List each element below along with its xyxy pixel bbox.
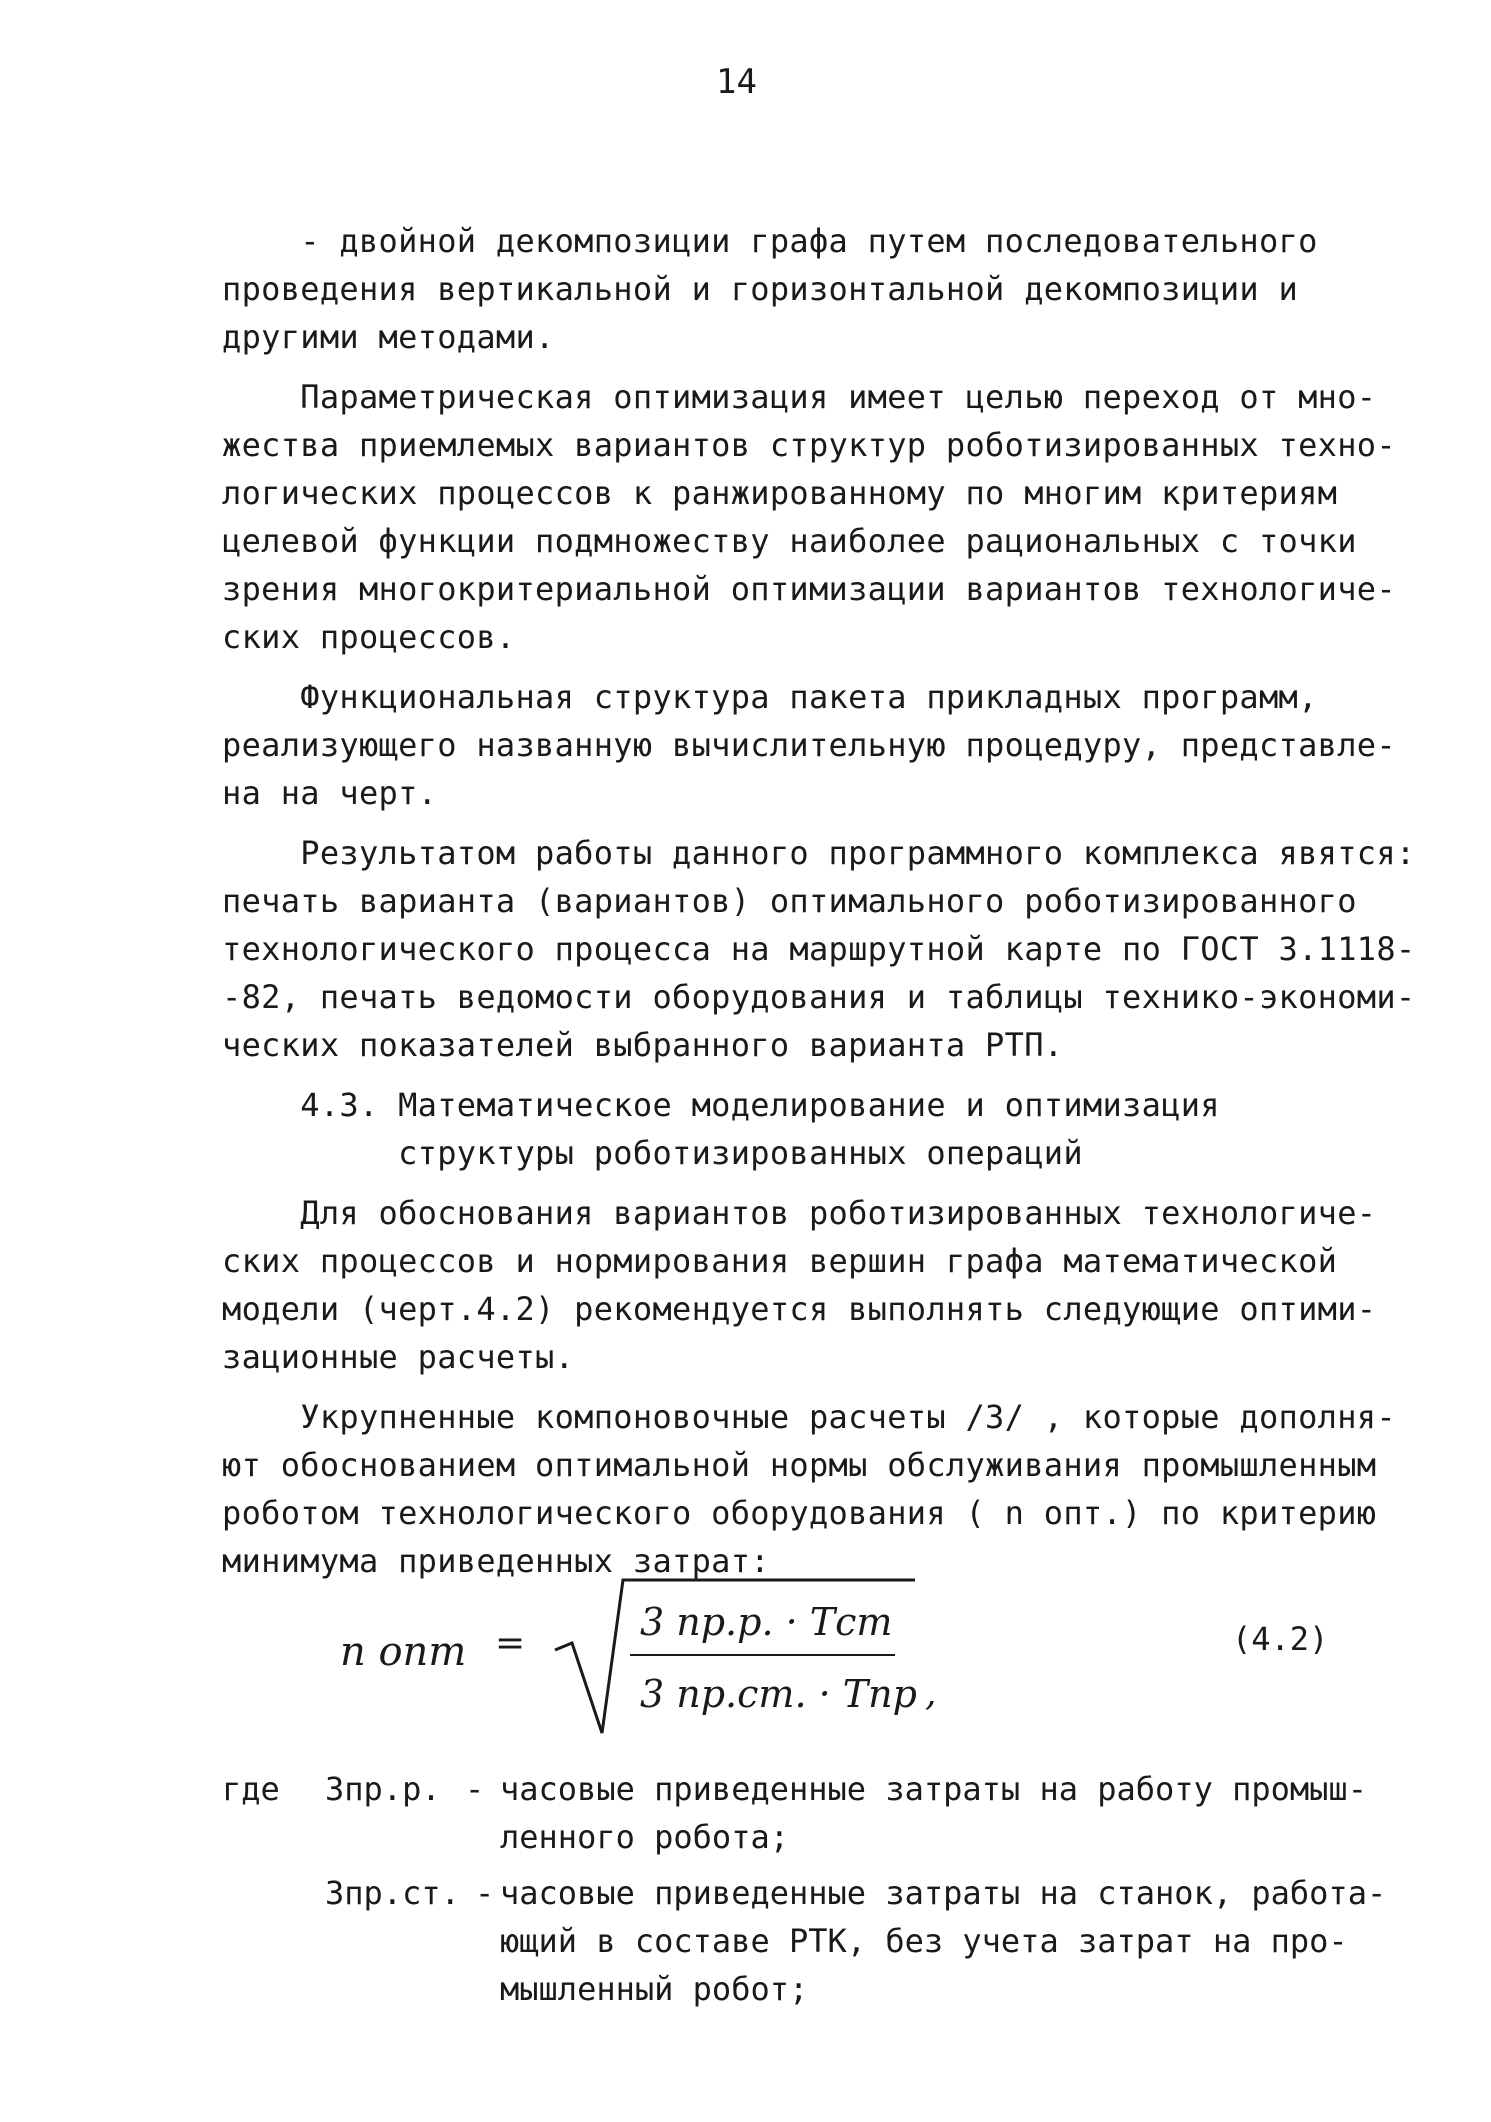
- text-line: проведения вертикальной и горизонтальной декомпозиции и: [222, 270, 1299, 308]
- text-line: роботом технологического оборудования ( n опт.) по критерию: [222, 1494, 1377, 1532]
- formula-lhs: n опт: [340, 1629, 467, 1675]
- formula-graphic: [340, 1555, 1040, 1755]
- text-line: печать варианта (вариантов) оптимального роботизированного: [222, 882, 1357, 920]
- page-number: 14: [716, 62, 757, 102]
- text-line: ют обоснованием оптимальной нормы обслуживания промышленным: [222, 1446, 1377, 1484]
- text-line: Укрупненные компоновочные расчеты /3/ , которые дополня-: [222, 1398, 1396, 1436]
- text-line: модели (черт.4.2) рекомендуется выполнять следующие оптими-: [222, 1290, 1377, 1328]
- where-label: где: [222, 1770, 280, 1808]
- section-heading: структуры роботизированных операций: [222, 1134, 1083, 1172]
- where-definition: часовые приведенные затраты на станок, работа-: [500, 1874, 1387, 1912]
- text-line: на на черт.: [222, 774, 438, 812]
- where-dash: -: [465, 1770, 485, 1808]
- text-line: технологического процесса на маршрутной карте по ГОСТ 3.1118-: [222, 930, 1416, 968]
- text-line: целевой функции подмножеству наиболее рациональных с точки: [222, 522, 1357, 560]
- text-line: ских процессов.: [222, 618, 516, 656]
- text-line: ческих показателей выбранного варианта РТП.: [222, 1026, 1064, 1064]
- text-line: зационные расчеты.: [222, 1338, 575, 1376]
- formula-numerator: 3 пр.р. · Тст: [640, 1600, 893, 1644]
- text-line: - двойной декомпозиции графа путем последовательного: [222, 222, 1318, 260]
- text-line: минимума приведенных затрат:: [222, 1542, 770, 1580]
- text-line: реализующего названную вычислительную процедуру, представле-: [222, 726, 1396, 764]
- formula-denominator: 3 пр.ст. · Тпр: [640, 1672, 917, 1716]
- where-symbol: 3пр.ст.: [325, 1874, 460, 1912]
- text-line: другими методами.: [222, 318, 555, 356]
- text-line: Параметрическая оптимизация имеет целью переход от мно-: [222, 378, 1377, 416]
- formula: [340, 1555, 1340, 1755]
- where-definition: часовые приведенные затраты на работу промыш-: [500, 1770, 1367, 1808]
- equation-number: (4.2): [1232, 1620, 1329, 1658]
- where-definition: ющий в составе РТК, без учета затрат на про-: [500, 1922, 1348, 1960]
- where-definition: мышленный робот;: [500, 1970, 809, 2008]
- text-line: Результатом работы данного программного комплекса явятся:: [222, 834, 1416, 872]
- text-line: -82, печать ведомости оборудования и таблицы технико-экономи-: [222, 978, 1416, 1016]
- text-line: Функциональная структура пакета прикладных программ,: [222, 678, 1318, 716]
- text-line: ских процессов и нормирования вершин графа математической: [222, 1242, 1338, 1280]
- formula-comma: ,: [925, 1673, 937, 1714]
- text-line: логических процессов к ранжированному по многим критериям: [222, 474, 1338, 512]
- section-heading: 4.3. Математическое моделирование и оптимизация: [222, 1086, 1220, 1124]
- where-definition: ленного робота;: [500, 1818, 789, 1856]
- where-symbol: 3пр.р.: [325, 1770, 441, 1808]
- text-line: зрения многокритериальной оптимизации вариантов технологиче-: [222, 570, 1396, 608]
- text-line: жества приемлемых вариантов структур роботизированных техно-: [222, 426, 1396, 464]
- text-line: Для обоснования вариантов роботизированных технологиче-: [222, 1194, 1377, 1232]
- formula-equals: =: [495, 1623, 526, 1664]
- where-dash: -: [475, 1874, 495, 1912]
